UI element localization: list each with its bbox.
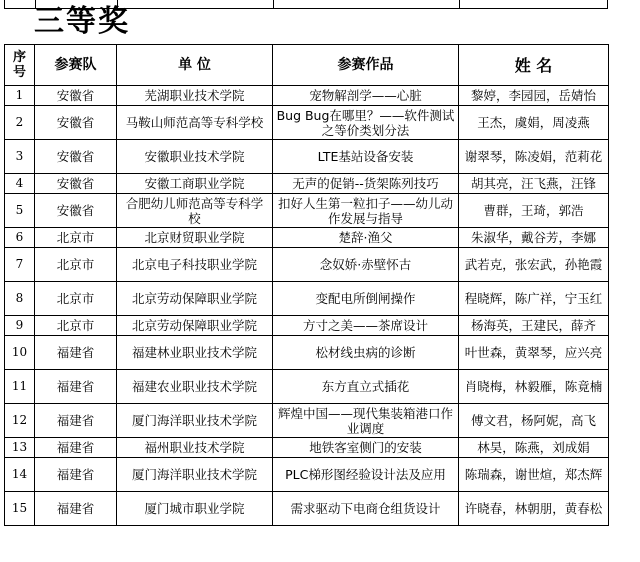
row-index: 6: [5, 228, 35, 248]
row-work: LTE基站设备安装: [273, 140, 459, 174]
row-team: 福建省: [35, 404, 117, 438]
row-unit: 福建农业职业技术学院: [117, 370, 273, 404]
table-row: [5, 106, 609, 140]
header-unit: 单 位: [117, 45, 273, 86]
row-index: 9: [5, 316, 35, 336]
row-team: 安徽省: [35, 140, 117, 174]
row-work: 念奴娇·赤壁怀古: [273, 248, 459, 282]
row-unit: 北京劳动保障职业学院: [117, 282, 273, 316]
row-work: Bug Bug在哪里？——软件测试之等价类划分法: [273, 106, 459, 140]
row-work: 宠物解剖学——心脏: [273, 86, 459, 106]
row-names: 武若克，张宏武，孙艳霞: [459, 248, 609, 282]
row-work: 变配电所倒闸操作: [273, 282, 459, 316]
table-row: [5, 140, 609, 174]
award-table: [4, 44, 609, 526]
row-unit: 厦门海洋职业技术学院: [117, 404, 273, 438]
row-names: 朱淑华，戴谷芳，李娜: [459, 228, 609, 248]
row-unit: 福州职业技术学院: [117, 438, 273, 458]
row-index: 12: [5, 404, 35, 438]
row-work: 地铁客室侧门的安装: [273, 438, 459, 458]
row-unit: 厦门城市职业学院: [117, 492, 273, 526]
table-row: [5, 86, 609, 106]
row-index: 10: [5, 336, 35, 370]
row-work: 扣好人生第一粒扣子——幼儿动作发展与指导: [273, 194, 459, 228]
row-unit: 北京劳动保障职业学院: [117, 316, 273, 336]
table-row: [5, 248, 609, 282]
header-work: 参赛作品: [273, 45, 459, 86]
table-row: [5, 370, 609, 404]
row-work: 东方直立式插花: [273, 370, 459, 404]
row-index: 2: [5, 106, 35, 140]
header-names: 姓 名: [459, 45, 609, 86]
row-work: 需求驱动下电商仓组货设计: [273, 492, 459, 526]
row-names: 王杰，虞娟，周凌燕: [459, 106, 609, 140]
table-row: [5, 438, 609, 458]
row-team: 福建省: [35, 438, 117, 458]
row-names: 肖晓梅，林毅雁，陈竟楠: [459, 370, 609, 404]
row-unit: 厦门海洋职业技术学院: [117, 458, 273, 492]
row-index: 7: [5, 248, 35, 282]
row-names: 黎婷，李园园，岳婧怡: [459, 86, 609, 106]
row-unit: 安徽职业技术学院: [117, 140, 273, 174]
row-unit: 芜湖职业技术学院: [117, 86, 273, 106]
row-index: 4: [5, 174, 35, 194]
table-row: [5, 404, 609, 438]
row-names: 谢翠琴，陈凌娟，范莉花: [459, 140, 609, 174]
row-unit: 安徽工商职业学院: [117, 174, 273, 194]
row-unit: 合肥幼儿师范高等专科学校: [117, 194, 273, 228]
table-row: [5, 336, 609, 370]
row-team: 安徽省: [35, 194, 117, 228]
table-header-row: [5, 45, 609, 86]
header-index: 序号: [5, 45, 35, 86]
row-index: 3: [5, 140, 35, 174]
row-names: 陈瑞森，谢世煊，郑杰辉: [459, 458, 609, 492]
row-index: 11: [5, 370, 35, 404]
row-team: 福建省: [35, 370, 117, 404]
row-team: 北京市: [35, 228, 117, 248]
row-unit: 北京财贸职业学院: [117, 228, 273, 248]
row-index: 5: [5, 194, 35, 228]
row-names: 傅文君，杨阿妮，高飞: [459, 404, 609, 438]
row-index: 1: [5, 86, 35, 106]
row-unit: 马鞍山师范高等专科学校: [117, 106, 273, 140]
row-index: 14: [5, 458, 35, 492]
row-team: 安徽省: [35, 174, 117, 194]
row-names: 叶世森，黄翠琴，应兴亮: [459, 336, 609, 370]
row-names: 胡其亮，汪飞燕，汪锋: [459, 174, 609, 194]
row-names: 杨海英，王建民，薛齐: [459, 316, 609, 336]
row-team: 北京市: [35, 248, 117, 282]
row-team: 北京市: [35, 316, 117, 336]
row-team: 北京市: [35, 282, 117, 316]
row-index: 13: [5, 438, 35, 458]
header-team: 参赛队: [35, 45, 117, 86]
row-names: 许晓春，林朝朋，黄春松: [459, 492, 609, 526]
row-team: 福建省: [35, 458, 117, 492]
row-names: 曹群，王琦，郭浩: [459, 194, 609, 228]
table-row: [5, 282, 609, 316]
row-team: 安徽省: [35, 86, 117, 106]
row-unit: 福建林业职业技术学院: [117, 336, 273, 370]
row-team: 福建省: [35, 336, 117, 370]
row-team: 福建省: [35, 492, 117, 526]
row-work: PLC梯形图经验设计法及应用: [273, 458, 459, 492]
table-row: [5, 458, 609, 492]
row-names: 林昊，陈燕，刘成娟: [459, 438, 609, 458]
row-work: 无声的促销--货架陈列技巧: [273, 174, 459, 194]
row-index: 8: [5, 282, 35, 316]
table-row: [5, 492, 609, 526]
table-row: [5, 316, 609, 336]
row-unit: 北京电子科技职业学院: [117, 248, 273, 282]
table-row: [5, 174, 609, 194]
row-names: 程晓辉，陈广祥，宁玉红: [459, 282, 609, 316]
row-work: 方寸之美——茶席设计: [273, 316, 459, 336]
row-work: 松材线虫病的诊断: [273, 336, 459, 370]
row-work: 楚辞·渔父: [273, 228, 459, 248]
row-team: 安徽省: [35, 106, 117, 140]
table-row: [5, 194, 609, 228]
table-row: [5, 228, 609, 248]
row-index: 15: [5, 492, 35, 526]
row-work: 辉煌中国——现代集装箱港口作业调度: [273, 404, 459, 438]
section-title: 三等奖: [34, 4, 130, 39]
